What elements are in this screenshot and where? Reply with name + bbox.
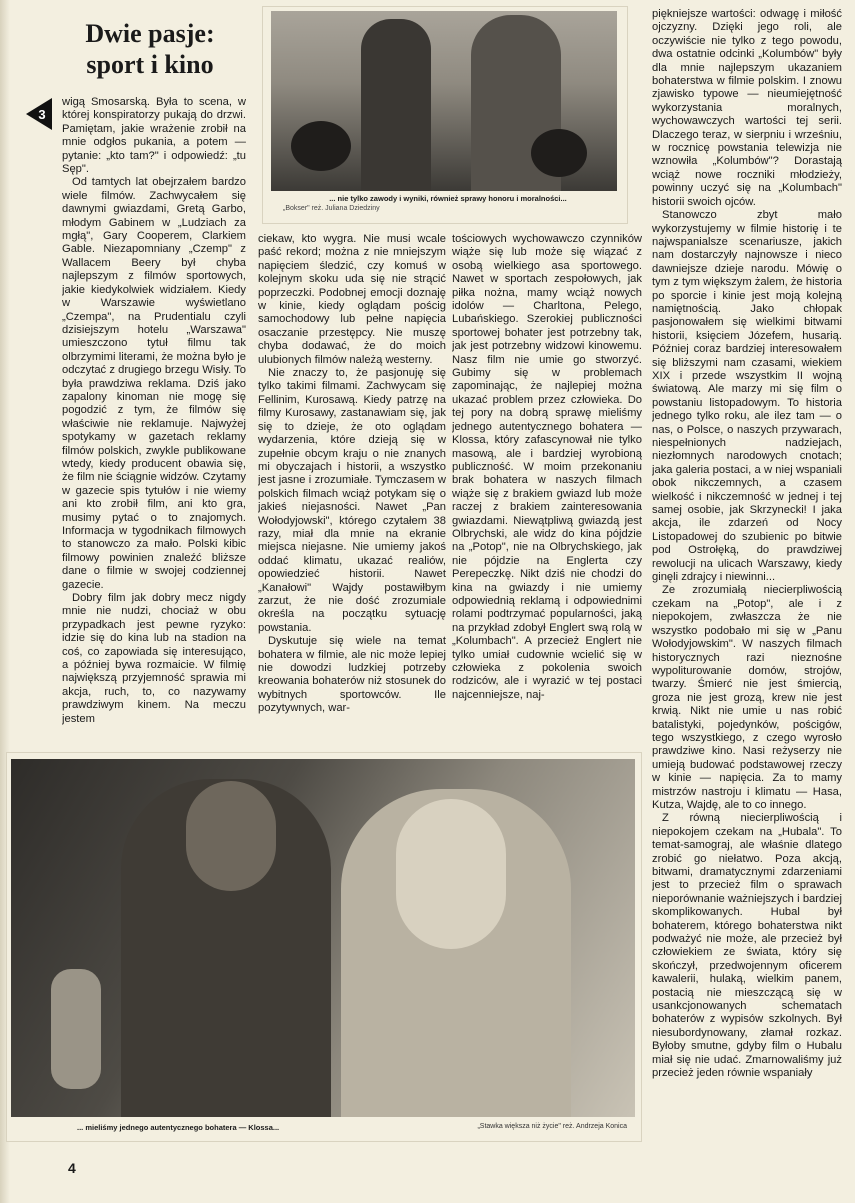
photo-kloss: [6, 752, 642, 1142]
paragraph: Z równą niecierpliwością i niepokojem czekam na „Hubala". To temat-samograj, ale właśnie dlatego zrobić go niełatwo. Poza akcją, bitwami, dramatycznymi zdarzeniami jest to przecież film o sprawach nieporównanie ważniejszych i bardziej skomplikowanych. Hubal był bohaterem, którego bohaterstwa nikt podważyć nie może, ale przecież był człowiekiem ze świata, który się skończył, przedwojennym oficerem kawalerii, hulaką, wielkim panem, postacią nie mieszczącą się w usankcjonowanych schematach bohaterów z wypisów szkolnych. Był niesubordynowany, złamał rozkaz. Byłoby smutne, gdyby film o Hubalu miał się nie udać. Zmarnowaliśmy już przecież jeden równie wspaniały: [652, 812, 842, 1080]
paragraph: Od tamtych lat obejrzałem bardzo wiele filmów. Zachwycałem się dawnymi gwiazdami, Gretą Garbo, młodym Gabinem w „Ludziach za mgłą", Gary Cooperem, Clarkiem Gable. Niezapomniany „Czemp" z Wallacem Beery był chyba najlepszym z filmów sportowych, jakie kiedykolwiek widziałem. Kiedy w Warszawie wyświetlano „Czempa", na Prudentialu czyli dzisiejszym hotelu „Warszawa" umieszczono tytuł filmu tak olbrzymimi literami, że można było je odczytać z drugiego brzegu Wisły. To była prawdziwa reklama. Dziś jako zapalony kinoman nie mogę się pogodzić z tym, że filmów się właściwie nie reklamuje. Najwyżej spotykamy w gazetach reklamy filmów polskich, zwykle publikowane wtedy, kiedy producent obawia się, że film nie ściągnie widzów. Czytamy w gazecie spis tytułów i nie wiemy ani kto zrobił film, ani kto gra, musimy pytać o to znajomych. Informacja w tygodnikach filmowych to stanowczo za mało. Polski kibic filmowy powinien znaleźć bliższe dane o filmie w swojej codziennej gazecie.: [62, 176, 246, 591]
photo-boxer-image: [271, 11, 617, 191]
paragraph: Stanowczo zbyt mało wykorzystujemy w filmie historię i te najwspanialsze scenariusze, jakich nam dostarczyły najnowsze i nieco dawniejsze dzieje narodu. Mówię o tym z tym większym żalem, że historia po sporcie i kinie jest moją kolejną namiętnością. Jako chłopak pasjonowałem się wielkimi bitwami historii, księciem Józefem, husarią. Później coraz bardziej interesowałem się bliższymi nam czasami, wiekiem XIX i przede wszystkim II wojną światową. Ale marzy mi się film o powstaniu listopadowym. To historia jednego tylko roku, ale ilez tam — o nas, o Polsce, o naszych przywarach, niespełnionych nadziejach, niezłomnych narodowych cnotach; jaka galeria postaci, a w niej wspaniali obok nikczemnych, a czasem wielkość i nikczemność w jednej i tej samej osobie, jak Skrzynecki! I jaka akcja, ile zdarzeń od Nocy Listopadowej do szubienic po bitwie pod Ostrołęką, do prawdziwej rewolucji na ulicach Warszawy, kiedy ginęli zdrajcy i niewinni...: [652, 209, 842, 584]
text-column-3: [452, 233, 642, 728]
paragraph: Dyskutuje się wiele na temat bohatera w filmie, ale nic może lepiej nie dowodzi ludzkiej potrzeby kreowania bohaterów niż stosunek do wybitnych sportowców. Ile pozytywnych, war-: [258, 635, 446, 715]
paragraph: Nie znaczy to, że pasjonuję się tylko takimi filmami. Zachwycam się Fellinim, Kurosawą. Kiedy patrzę na filmy Kurosawy, zastanawiam się, jak się to dzieje, że oto oglądam wydarzenia, które dzieją się w zupełnie obcym kraju o nie znanych mi obyczajach i historii, a wszystko jest jasne i zrozumiałe. Tymczasem w polskich filmach wciąż potykam się o jakieś niejasności. Nawet „Pan Wołodyjowski", którego czytałem 38 razy, miał dla mnie na ekranie miejsca niejasne. Nie umiemy jakoś oddać klimatu, ukazać realiów, opowiedzieć historii. Nawet „Kanałowi" Wajdy postawiłbym zarzut, że nie dość zrozumiale określa na początku sytuację powstania.: [258, 367, 446, 634]
photo-kloss-credit: „Stawka większa niż życie" reż. Andrzeja Konica: [477, 1123, 627, 1130]
text-column-2: [258, 233, 446, 728]
paragraph: Dobry film jak dobry mecz nigdy mnie nie nudzi, chociaż w obu przypadkach jest pewne ryzyko: idzie się do kina lub na stadion na coś, co zapowiada się interesująco, a później bywa rozmaicie. W filmię największą przyjemność sprawia mi akcja, ruch, to, co nazywamy prawdziwym kinem. Na meczu jestem: [62, 592, 246, 725]
paragraph: tościowych wychowawczo czynników wiąże się lub może się wiązać z osobą wielkiego asa sportowego. Nawet w sportach zespołowych, jak piłka nożna, mamy wciąż nowych idolów — Charltona, Pelego, Lubańskiego. Szerokiej publiczności sportowej bohater jest potrzebny tak, jak jest potrzebny widzowi kinowemu. Nasz film nie umie go stworzyć. Gubimy się w problemach zapominając, że najlepiej można ukazać problem przez człowieka. Do tej pory na dobrą sprawę mieliśmy jednego autentycznego bohatera — Klossa, który zafascynował nie tylko masową, ale i bardziej wyrobioną publiczność. W moim przekonaniu brak bohatera w naszych filmach wiąże się z brakiem gwiazd lub może raczej z brakiem zainteresowania gwiazdami. Niewątpliwą gwiazdą jest Olbrychski, ale widz do kina pójdzie na „Potop", nie na Olbrychskiego, jak nie pójdzie na Englerta czy Perepeczkę. Nikt dziś nie chodzi do kina na gwiazdy i nie umiemy odpowiednią reklamą i odpowiednimi rolami podtrzymać popularności, jaką na przykład zdobył Englert swą rolą w „Kolumbach". A przecież Englert nie tylko umiał cudownie wcielić się w człowieka z pokolenia swoich rodziców, ale i wyrazić w tej postaci najcenniejsze, naj-: [452, 233, 642, 701]
paragraph: ciekaw, kto wygra. Nie musi wcale paść rekord; można z nie mniejszym napięciem śledzić, czy komuś w kolejnym skoku uda się nie strącić poprzeczki. Podobnej emocji doznaję w kinie, kiedy oglądam pościg samochodowy lub pełne napięcia osaczanie przestępcy. Nie muszę chyba dodawać, że do moich ulubionych filmów należą westerny.: [258, 233, 446, 366]
text-column-1: [62, 96, 246, 726]
photo-kloss-image: [11, 759, 635, 1117]
paragraph: wigą Smosarską. Była to scena, w której konspiratorzy pukają do drzwi. Pamiętam, jakie wrażenie zrobił na mnie odgłos pukania, a potem — pytanie: „kto tam?" i odpowiedź: „tu Sęp".: [62, 96, 246, 176]
photo-boxer: [262, 6, 628, 224]
photo-boxer-caption: ... nie tylko zawody i wyniki, również sprawy honoru i moralności...: [329, 194, 567, 203]
article-title: Dwie pasje: sport i kino: [85, 19, 215, 79]
section-number: 3: [38, 107, 46, 122]
photo-kloss-caption: ... mieliśmy jednego autentycznego bohatera — Klossa...: [77, 1123, 280, 1132]
section-number-marker: [26, 98, 52, 130]
photo-boxer-credit: „Bokser" reż. Juliana Dziedziny: [283, 205, 380, 212]
text-column-4: [652, 8, 842, 1148]
paragraph: piękniejsze wartości: odwagę i miłość ojczyzny. Dzięki jego roli, ale oczywiście nie tylko z tego powodu, dwa ostatnie odcinki „Kolumbów" były dla mnie najlepszym ukazaniem bohaterstwa w filmie polskim. I znowu zjawisko typowe — nieumiejętność wykorzystania moralnych, wychowawczych wartości tej serii. Dlaczego teraz, w sierpniu i wrześniu, w rocznicę powstania telewizja nie wznowiła „Kolumbów"? Dorastają wciąż nowe roczniki młodzieży, powinny uczyć się na „Kolumbach" historii swoich ojców.: [652, 8, 842, 208]
page-number: 4: [68, 1160, 76, 1176]
paragraph: Ze zrozumiałą niecierpliwością czekam na „Potop", ale i z niepokojem, zwłaszcza że nie wszystko podobało mi się w „Panu Wołodyjowskim". W naszych filmach historycznych razi nieznośne wypoliturowanie domów, strojów, twarzy. Śmierć nie jest śmiercią, groza nie jest grozą, krew nie jest krwią. Nikt nie umie u nas robić batalistyki, pojedynków, pościgów, tego wszystkiego, z czego wyrosło prawdziwe kino. Nasi reżyserzy nie umieją budować podstawowej rzeczy w kinie — napięcia. Za to mamy mistrzów nastroju i klimatu — Hasa, Kutza, Wajdę, ale to co innego.: [652, 584, 842, 811]
